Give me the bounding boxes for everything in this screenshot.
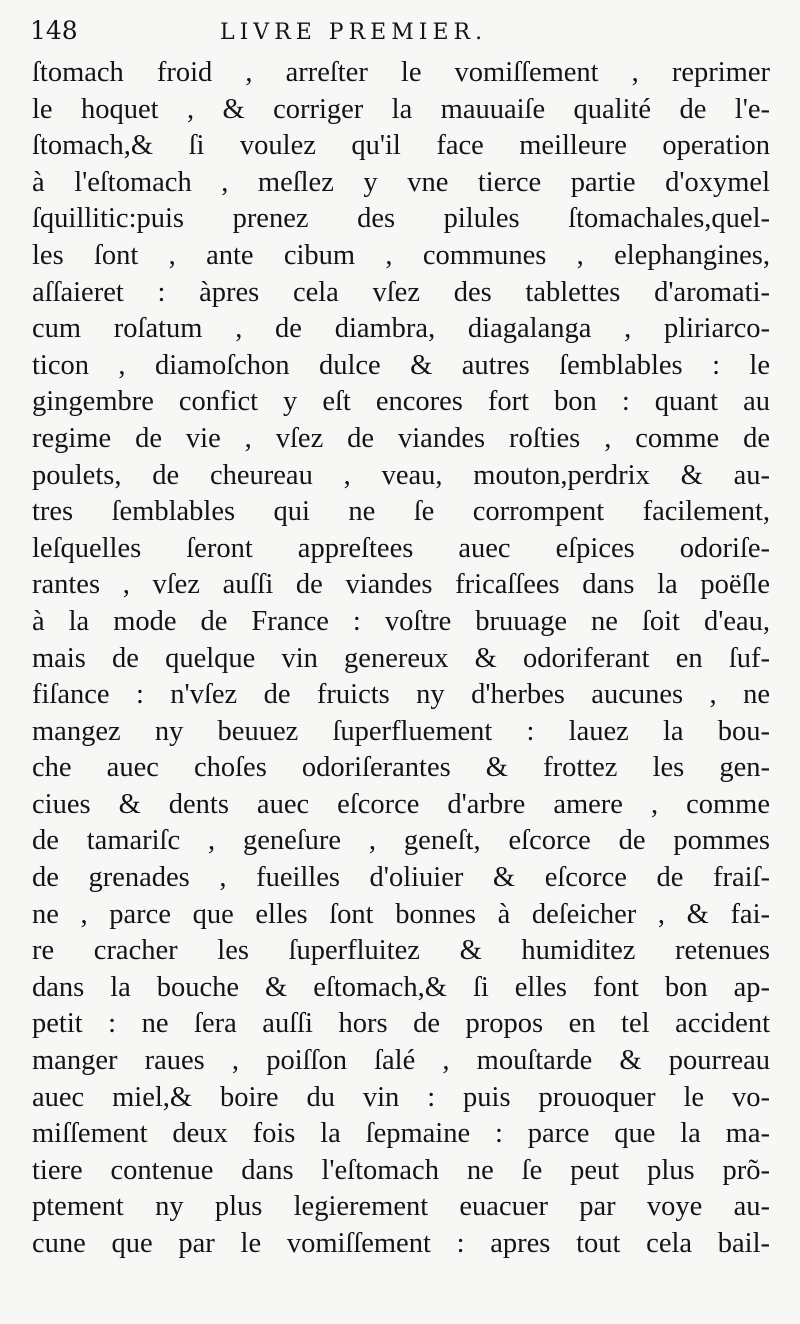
text-line: re cracher les ſuperfluitez & humiditez retenues (32, 935, 770, 967)
text-line: mais de quelque vin genereux & odoriferant en ſuf- (32, 642, 770, 674)
text-line: dans la bouche & eſtomach,& ſi elles font bon ap- (32, 971, 770, 1003)
text-line: mangez ny beuuez ſuperfluement : lauez la bou- (32, 715, 770, 747)
text-line: de grenades , fueilles d'oliuier & eſcorce de fraiſ- (32, 862, 770, 894)
text-line: ſtomach,& ſi voulez qu'il face meilleure operation (32, 130, 770, 162)
text-line: cune que par le vomiſſement : apres tout cela bail- (32, 1228, 770, 1259)
text-line: leſquelles ſeront appreſtees auec eſpices odoriſe- (32, 532, 770, 564)
text-line: les ſont , ante cibum , communes , elephangines, (32, 239, 770, 271)
text-line: poulets, de cheureau , veau, mouton,perdrix & au- (32, 459, 770, 491)
text-line: ne , parce que elles ſont bonnes à deſeicher , & fai- (32, 898, 770, 930)
running-head: LIVRE PREMIER. (220, 20, 488, 45)
text-line: auec miel,& boire du vin : puis prouoquer le vo- (32, 1081, 770, 1113)
text-line: ciues & dents auec eſcorce d'arbre amere , comme (32, 788, 770, 820)
text-line: petit : ne ſera auſſi hors de propos en tel accident (32, 1008, 770, 1040)
text-line: manger raues , poiſſon ſalé , mouſtarde & pourreau (32, 1045, 770, 1077)
text-line: gingembre confict y eſt encores fort bon : quant au (32, 386, 770, 418)
page-header (30, 8, 770, 48)
text-line: tiere contenue dans l'eſtomach ne ſe peut plus prõ- (32, 1154, 770, 1186)
text-line: miſſement deux fois la ſepmaine : parce que la ma- (32, 1118, 770, 1150)
text-line: ticon , diamoſchon dulce & autres ſemblables : le (32, 349, 770, 381)
text-line: à l'eſtomach , meſlez y vne tierce partie d'oxymel (32, 166, 770, 198)
text-line: aſſaieret : àpres cela vſez des tablettes d'aromati- (32, 276, 770, 308)
text-line: le hoquet , & corriger la mauuaiſe qualité de l'e- (32, 93, 770, 125)
text-line: ſtomach froid , arreſter le vomiſſement , reprimer (32, 57, 770, 88)
text-line: à la mode de France : voſtre bruuage ne ſoit d'eau, (32, 605, 770, 637)
text-line: regime de vie , vſez de viandes roſties , comme de (32, 422, 770, 454)
text-line: rantes , vſez auſſi de viandes fricaſſees dans la poëſle (32, 569, 770, 601)
text-line: che auec choſes odoriſerantes & frottez les gen- (32, 752, 770, 784)
page-number: 148 (30, 16, 78, 45)
text-line: fiſance : n'vſez de fruicts ny d'herbes aucunes , ne (32, 679, 770, 711)
body-text (32, 55, 770, 1263)
text-line: tres ſemblables qui ne ſe corrompent facilement, (32, 496, 770, 528)
text-line: ptement ny plus legierement euacuer par voye au- (32, 1191, 770, 1223)
text-line: cum roſatum , de diambra, diagalanga , pliriarco- (32, 313, 770, 345)
text-line: de tamariſc , geneſure , geneſt, eſcorce de pommes (32, 825, 770, 857)
text-line: ſquillitic:puis prenez des pilules ſtomachales,quel- (32, 203, 770, 235)
